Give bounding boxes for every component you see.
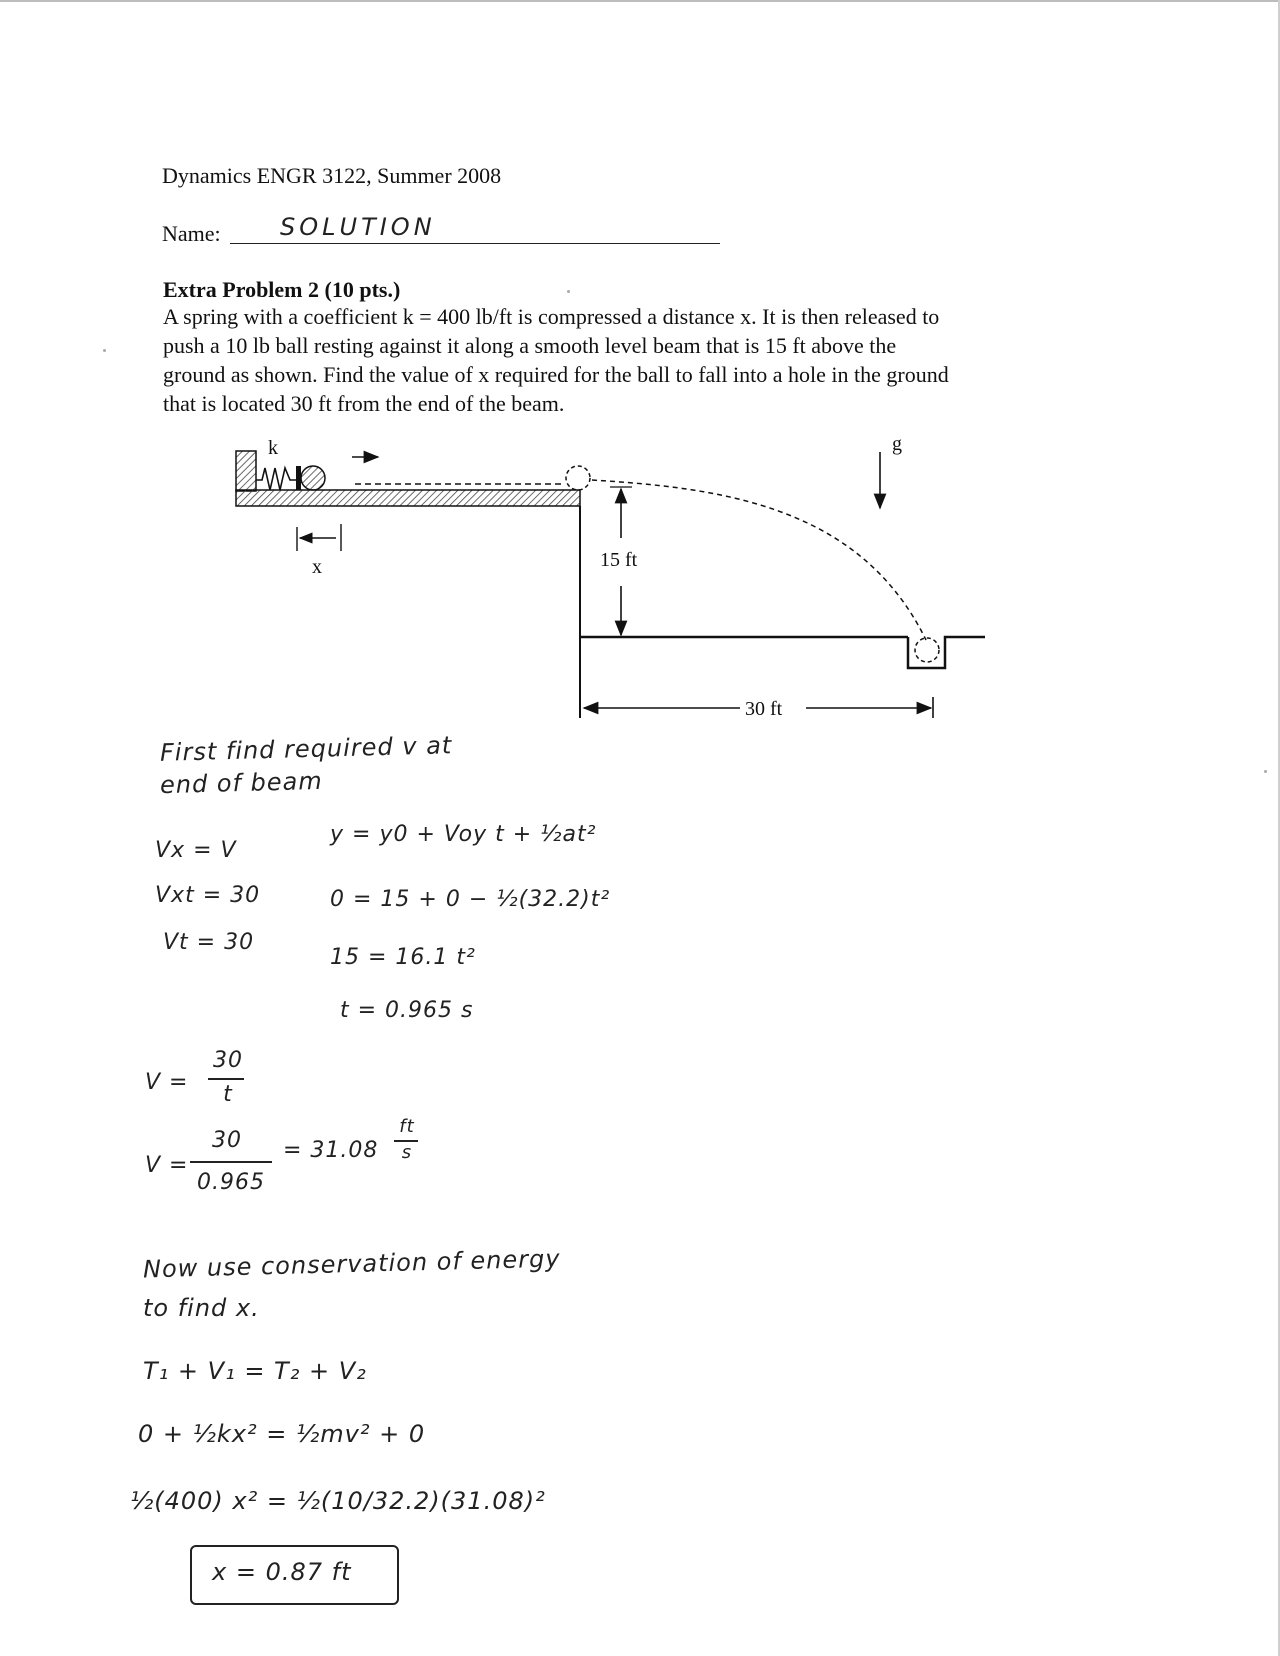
course-header: Dynamics ENGR 3122, Summer 2008	[162, 163, 502, 188]
spring-icon	[256, 466, 301, 490]
v-frac-bar	[208, 1078, 244, 1080]
eq-vx: Vx = V	[155, 838, 237, 863]
name-value: SOLUTION	[280, 213, 436, 241]
spring-label: k	[268, 437, 278, 459]
v-frac-numerator: 30	[213, 1048, 243, 1073]
problem-diagram	[0, 0, 1280, 760]
ball-ghost-icon	[566, 466, 590, 490]
eq-v-label: V =	[145, 1070, 189, 1095]
trajectory-curve	[592, 480, 926, 640]
solution-intro: First find required v at	[159, 731, 453, 767]
ball-icon	[301, 466, 325, 490]
scan-speck	[1264, 770, 1267, 773]
problem-line: that is located 30 ft from the end of the beam.	[163, 391, 565, 416]
v-frac-denominator: t	[223, 1082, 233, 1107]
units-denominator: s	[401, 1142, 413, 1163]
name-label: Name:	[162, 221, 221, 246]
eq-energy-conservation: T₁ + V₁ = T₂ + V₂	[143, 1357, 367, 1385]
energy-intro: to find x.	[143, 1294, 260, 1322]
ball-in-hole-icon	[915, 638, 939, 662]
beam	[236, 490, 580, 506]
problem-title: Extra Problem 2 (10 pts.)	[163, 277, 401, 302]
eq-time-result: t = 0.965 s	[340, 998, 474, 1023]
height-label: 15 ft	[600, 549, 638, 571]
eq-vt: Vt = 30	[163, 930, 255, 955]
problem-line: ground as shown. Find the value of x required for the ball to fall into a hole in the ground	[163, 362, 949, 387]
hole-outline	[908, 637, 985, 668]
eq-v2-result: = 31.08	[283, 1138, 379, 1163]
problem-line: A spring with a coefficient k = 400 lb/ft is compressed a distance x. It is then released to	[163, 304, 940, 329]
eq-vxt: Vxt = 30	[155, 883, 261, 908]
solution-intro: end of beam	[159, 766, 324, 800]
compression-label: x	[312, 556, 322, 578]
eq-kinematics-simplified: 15 = 16.1 t²	[330, 945, 476, 970]
energy-intro: Now use conservation of energy	[142, 1244, 561, 1284]
eq-kinematics-sub: 0 = 15 + 0 − ½(32.2)t²	[330, 887, 611, 912]
v2-frac-denominator: 0.965	[197, 1170, 265, 1195]
distance-label: 30 ft	[745, 698, 783, 720]
v2-frac-bar	[190, 1161, 272, 1163]
eq-energy-numeric: ½(400) x² = ½(10/32.2)(31.08)²	[130, 1487, 546, 1515]
eq-v2-label: V =	[145, 1153, 189, 1178]
eq-energy-substituted: 0 + ½kx² = ½mv² + 0	[138, 1420, 426, 1448]
final-answer: x = 0.87 ft	[212, 1558, 352, 1586]
units-numerator: ft	[399, 1116, 415, 1137]
gravity-label: g	[892, 433, 902, 455]
spring-wall	[236, 451, 256, 491]
v2-frac-numerator: 30	[212, 1128, 242, 1153]
eq-kinematics: y = y0 + Voy t + ½at²	[330, 822, 597, 847]
problem-line: push a 10 lb ball resting against it along a smooth level beam that is 15 ft above the	[163, 333, 897, 358]
